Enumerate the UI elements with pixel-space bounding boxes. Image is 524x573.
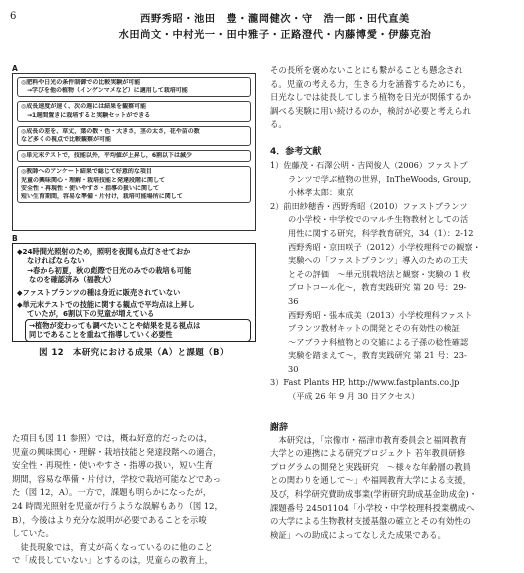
author-line-2: 水田尚文・中村光一・田中雅子・正路澄代・内藤博愛・伊藤克治 — [118, 29, 432, 41]
acknowledgments-text — [270, 434, 516, 543]
references-list — [270, 159, 516, 404]
text-line: 大学との連携による研究プロジェクト 若年教員研修 — [270, 448, 466, 459]
reference-line: 30 — [288, 363, 299, 374]
text-line: との関わりを通して～」や福岡教育大学による支援， — [270, 475, 471, 486]
box-line: →学びを他の植物（インゲンマメなど）に適用して栽培可能 — [21, 87, 188, 95]
box-line: ◎単元末テストで，技能以外，平均値が上昇し，6割以下は減少 — [21, 152, 193, 160]
text-line: 児童の興味関心・理解・栽培技能と発達段階への適合， — [12, 446, 222, 457]
box-line: ◎教師へのアンケート結果で総じて好意的な項目 — [21, 168, 152, 176]
issue-line: →植物が変わっても調べたいことや結果を見る視点は — [29, 320, 201, 330]
text-line: 日光なしでは徒長してしまう植物を日光が関係するか — [270, 92, 471, 103]
box-line: 安全性・再現性・使いやすさ・指導の扱いに関して — [21, 184, 160, 192]
text-line: る。児童の考える力，生きる力を涵養するためにも， — [270, 78, 471, 89]
reference-line: とその評価 ～単元別栽培法と観察・実験の 1 枚 — [288, 268, 471, 279]
text-line: 課題番号 24501104「小学校・中学校理科授業構成へ — [270, 502, 475, 513]
reference-line: 西野秀昭・京田咲子（2012）小学校理科での観察・ — [288, 241, 481, 252]
references-heading: 4．参考文献 — [270, 146, 322, 157]
issue-line: なのを確認済み（福教大） — [29, 275, 116, 285]
box-line: 短い生育期間，容易な準備・片付け，栽培可能場所に関して — [21, 193, 183, 201]
issue-line: →春から初夏，秋の彪際で日光のみでの栽培も可能 — [27, 265, 192, 275]
result-box — [17, 77, 251, 97]
box-line: →1週間置きに栽培すると実験セットができる — [21, 111, 151, 119]
result-box — [17, 101, 251, 121]
reference-line: 西野秀昭・張本成美（2013）小学校理科ファスト — [288, 309, 473, 320]
result-box — [17, 150, 251, 162]
text-line: その長所を褒めないことにも繋がることも懸念され — [270, 65, 463, 75]
issue-line: 同じであることを重ねて指導していく必要性 — [29, 330, 173, 340]
reference-line: 実験への「ファストプランツ」導入のための工夫 — [288, 255, 468, 266]
box-line: ◎成長の差を、草丈，葉の数・色・大きさ，茎の太さ，花や苗の数 — [21, 127, 200, 135]
issue-line: なければならない — [27, 256, 85, 266]
box-line: ◎成長速度が速く、次の週には結果を観察可能 — [21, 103, 147, 111]
reference-line: 3）Fast Plants HP, http://www.fastplants.co.jp — [270, 377, 460, 388]
result-box — [17, 166, 251, 203]
text-line: 本研究は，「宗像市・福津市教育委員会と福岡教育 — [270, 434, 467, 445]
text-line: た項目も図 11 参照）では，概ね好意的だったのは， — [12, 433, 213, 443]
reference-line: 用性に関する研究，科学教育研究，34（1）：2-12 — [288, 227, 474, 238]
box-line: 児童の興味関心・理解・栽培技能と発達段階に関して — [21, 176, 166, 184]
text-line: 調べる実験に用い続けるのか，検討が必要と考えられ — [270, 105, 471, 116]
page-number: 6 — [10, 11, 17, 22]
text-line: 及び，科学研究費助成事業(学術研究助成基金助成金)・ — [270, 489, 478, 500]
text-line: プログラムの開発と実践研究 ～様々な年齢層の教員 — [270, 461, 471, 472]
reference-line: （平成 26 年 9 月 30 日アクセス） — [288, 391, 420, 402]
left-body-text — [12, 432, 256, 568]
issue-item — [17, 288, 251, 297]
acknowledgments-heading: 謝辞 — [270, 422, 289, 433]
issue-line: ◆単元末テストでの技能に関する観点で平均点は上昇し — [17, 300, 195, 310]
issue-item — [17, 300, 251, 342]
reference-line: 小林孝太郎：東京 — [288, 187, 354, 198]
text-line: B），今後はより充分な説明が必要であることを示唆 — [12, 514, 207, 525]
figure-caption: 図 12 本研究における成果（A）と課題（B） — [39, 347, 229, 357]
panel-b — [12, 243, 256, 342]
issue-item — [17, 247, 251, 285]
right-column — [270, 64, 516, 542]
text-line: 安全性・再現性・使いやすさ・指導の扱い，短い生育 — [12, 460, 213, 471]
box-line: ◎肥料や日光の条件制御での比較実験が可能 — [21, 79, 141, 86]
result-box — [17, 126, 251, 146]
issue-line: ◆24時間光照射のため，照明を夜間も点灯させておか — [17, 247, 191, 256]
issue-line: ていたが，6割以下の児童が増えている — [27, 309, 155, 319]
text-line: 24 時間光照射を児童が行うような誤解もあり（図 12， — [12, 500, 223, 511]
panel-a — [12, 73, 256, 231]
reference-line: 1）佐藤茂・石澤公明・吉岡俊人（2006）ファストプ — [270, 159, 468, 170]
text-line: 検証」への助成によってなしえた成果である。 — [270, 529, 446, 540]
text-line: で「成長していない」とするのは，児童らの教育上， — [12, 555, 213, 566]
reference-line: 実験を踏まえて～，教育実践研究 第 21 号：23- — [288, 350, 467, 361]
reference-line: プランツ教材キットの開発とその有効性の検証 — [288, 323, 460, 334]
reference-line: の小学校・中学校でのマルチ生物教材としての活 — [288, 214, 469, 225]
text-line: していた。 — [12, 528, 54, 539]
reference-line: ～アブラナ科植物との交雑による子孫の稔性確認 — [288, 336, 469, 347]
right-intro-text — [270, 64, 516, 132]
reference-line: 2）前田紗穂香・西野秀昭（2010）ファストプランツ — [270, 200, 468, 211]
text-line: 期間，容易な準備・片付け，学校で栽培可能などであっ — [12, 473, 221, 484]
text-line: の大学による生物教材支援基盤の確立とその有効性の — [270, 516, 471, 527]
panel-a-label: A — [12, 64, 18, 73]
box-line: など多くの視点で比較観察が可能 — [21, 136, 112, 144]
reference-line: 36 — [288, 295, 299, 306]
figure-12 — [12, 64, 256, 358]
panel-b-label: B — [12, 234, 18, 243]
author-line-1: 西野秀昭・池田 豊・瀧岡健次・守 浩一郎・田代直美 — [140, 13, 410, 25]
issue-line: ◆ファストプランツの種は身近に販売されていない — [17, 287, 181, 297]
reference-line: プロトコール化～，教育実践研究 第 20 号：29- — [288, 282, 467, 293]
text-line: る。 — [270, 119, 287, 130]
text-line: た（図 12，A）。一方で，課題も明らかになったが， — [12, 487, 212, 498]
text-line: 徒長現象では，育丈が高くなっているのに他のこと — [12, 541, 213, 552]
issue-outline-box — [25, 319, 251, 342]
reference-line: ランツで学ぶ植物の世界，InTheWoods, Group, — [288, 173, 472, 184]
